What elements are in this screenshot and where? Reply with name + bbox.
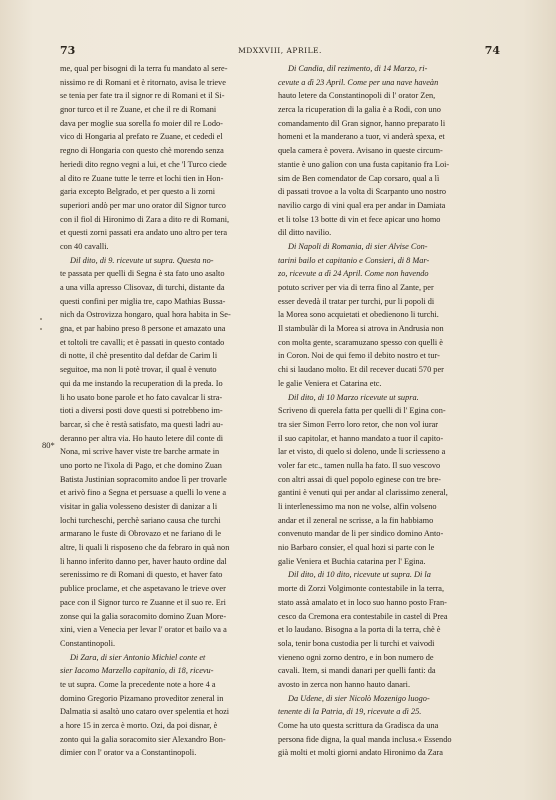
running-head: MDXXVIII, APRILE. bbox=[238, 46, 322, 55]
text-line: Dil dito, di 10 dito, ricevute ut supra. Di la bbox=[288, 570, 431, 580]
text-line: con molta gente, scaramuzano spesso con quelli è bbox=[278, 337, 443, 347]
text-line: heriedi dito regno vegni a lui, et che 'l Turco ciede bbox=[60, 159, 227, 169]
text-line: gantini è venuti qui per andar al clarissimo zeneral, bbox=[278, 488, 448, 498]
text-line: a una villa apresso Clisovaz, di turchi, distante da bbox=[60, 283, 225, 292]
text-line: deranno per altra via. Ho hauto letere dil conte di bbox=[60, 433, 224, 443]
left-text-column bbox=[60, 62, 282, 760]
text-line: visitar in galia volesseno desister di danizar a li bbox=[60, 502, 218, 511]
text-line: le galie Veniera et Catarina etc. bbox=[278, 378, 382, 388]
text-line: li interlenessimo ma non ne volse, alfin volseno bbox=[278, 502, 437, 511]
text-line: quela camera è povera. Avisano in queste circum- bbox=[278, 146, 443, 156]
text-line: voler far etc., tamen nulla ha fato. Il suo vescovo bbox=[278, 460, 441, 470]
text-line: zonse qui la galia soracomito domino Zuan More- bbox=[60, 611, 227, 621]
text-line: a hore 15 in zerca è morto. Ozi, da poi disnar, è bbox=[60, 721, 218, 730]
text-line: con 40 cavalli. bbox=[60, 241, 109, 251]
text-line: Da Udene, di sier Nicolò Mozenigo luogo- bbox=[288, 693, 430, 703]
margin-dot bbox=[40, 318, 42, 320]
text-line: cevute a dì 23 April. Come per una nave haveàn bbox=[278, 77, 439, 87]
text-line: et lo laudano. Bisogna a la porta di la terra, chè è bbox=[278, 625, 441, 635]
text-line: me, qual per bisogni di la terra fu mandato al sere- bbox=[60, 64, 228, 73]
text-line: lar et visto, di quelo si doleno, unde li scriesseno a bbox=[278, 447, 446, 457]
text-line: te passata per quelli di Segna è sta fato uno asalto bbox=[60, 269, 225, 279]
text-line: stato assà amalato et in loco suo hanno posto Fran- bbox=[278, 597, 447, 607]
text-line: con altri assai di quel popolo eginese con tre bre- bbox=[278, 474, 441, 484]
text-line: dava per moglie sua sorella fo moier dil re Lodo- bbox=[60, 118, 223, 128]
text-line: hauto letere da Constantinopoli di l' orator Zen, bbox=[278, 91, 436, 101]
text-line: Dalmatia si asaltò uno cataro over spelentia et hozi bbox=[60, 707, 230, 717]
text-line: publice proclame, et che aspetavano le trieve over bbox=[60, 584, 226, 594]
text-line: pace con il Signor turco re Zuanne et il suo re. Eri bbox=[60, 597, 226, 607]
text-line: Di Zara, di sier Antonio Michiel conte et bbox=[70, 652, 206, 662]
margin-folio-number: 80* bbox=[42, 440, 55, 450]
text-line: stantie è uno galion con una fusta capitanio fra Loi- bbox=[278, 159, 450, 169]
text-line: Scriveno di querela fatta per quelli di l' Egina con- bbox=[278, 406, 446, 416]
text-line: se tenia per fate tra il signor re di Romani et il Si- bbox=[60, 91, 225, 101]
text-line: Dil dito, di 10 Marzo ricevute ut supra. bbox=[288, 392, 419, 402]
text-line: zonto qui la galia soracomito sier Alexandro Bon- bbox=[60, 734, 226, 744]
text-line: galie Veniera et Buchia catarina per l' Egina. bbox=[278, 556, 426, 566]
text-line: et questi zorni passati era andato uno altro per tera bbox=[60, 228, 228, 238]
margin-dot bbox=[40, 328, 42, 330]
text-line: vico di Hongaria al prefato re Zuane, et cededi el bbox=[60, 132, 223, 142]
text-line: avosto in zerca non hanno hauto danari. bbox=[278, 679, 411, 689]
text-line: convenuto mandar de li per sindico domino Anto- bbox=[278, 529, 444, 539]
text-line: domino Gregorio Pizamano proveditor zeneral in bbox=[60, 693, 224, 703]
text-line: Come ha uto questa scrittura da Gradisca da una bbox=[278, 721, 439, 730]
text-line: dil ditto navilio. bbox=[278, 228, 332, 238]
text-line: nio Barbaro consier, el qual hozi si parte con le bbox=[278, 543, 435, 553]
text-line: con il fiol di Hironimo di Zara a dito re di Romani, bbox=[60, 214, 230, 224]
text-line: chi si laudano molto. Et dil recever ducati 570 per bbox=[278, 365, 444, 375]
text-line: gna, et par habino preso 8 persone et amazato una bbox=[60, 324, 226, 334]
text-line: sim de Ben comendator de Cap corsaro, qual a lì bbox=[278, 173, 440, 183]
text-line: regno di Hongaria con questo chè morendo senza bbox=[60, 146, 224, 156]
text-line: già molti et molti giorni andato Hironimo da Zara bbox=[278, 748, 443, 758]
text-line: la Morea sono acquietati et obedienono li turchi. bbox=[278, 310, 439, 320]
text-line: persona fide digna, la qual manda inclusa.« Essendo bbox=[278, 734, 452, 744]
text-line: sier Iacomo Marzello capitanio, di 18, ricevu- bbox=[60, 666, 214, 676]
text-line: et li tolse 13 botte di vin et fece apicar uno homo bbox=[278, 214, 441, 224]
text-line: vieneno ogni zorno dentro, e in bon numero de bbox=[278, 652, 434, 662]
text-line: questi confini per miglia tre, capo Mathias Bussa- bbox=[60, 296, 226, 306]
text-line: Dil dito, di 9. ricevute ut supra. Questa no- bbox=[70, 255, 214, 265]
text-line: dimier con l' orator va a Constantinopoli. bbox=[60, 748, 197, 758]
text-line: uno porto ne l'ixola di Pago, et che domino Zuan bbox=[60, 460, 222, 470]
text-line: di passati trovoe a la volta di Scarpanto uno nostro bbox=[278, 187, 446, 197]
text-line: qui da me instando la recuperation di la preda. Io bbox=[60, 378, 223, 388]
right-page-number: 74 bbox=[484, 44, 500, 57]
text-line: cavali. Item, si mandi danari per quelli fanti: da bbox=[278, 666, 436, 676]
text-line: il suo capitolar, et hanno mandato a tuor il capito- bbox=[278, 433, 444, 443]
text-line: garia excepto Belgrado, et per questo a li zorni bbox=[60, 187, 216, 197]
left-page-number: 73 bbox=[60, 44, 76, 57]
text-line: Constantinopoli. bbox=[60, 638, 116, 648]
text-line: navilio cargo di vini qual era per andar in Damiata bbox=[278, 200, 446, 210]
text-line: di notte, il chè presentito dal defdar de Carim li bbox=[60, 351, 218, 361]
text-line: sola, tenir bona custodia per li turchi et vaivodi bbox=[278, 638, 435, 648]
text-line: tioti a diversi posti dove questi si potrebbeno im- bbox=[60, 406, 223, 416]
text-line: cesco da Cremona era contestabile in castel di Prea bbox=[278, 611, 448, 621]
page-header bbox=[60, 44, 500, 58]
text-line: zo, ricevute a dì 24 April. Come non havendo bbox=[278, 269, 429, 279]
text-line: altre, li quali li risposeno che da febraro in quà non bbox=[60, 543, 230, 553]
text-line: nissimo re di Romani et è ritornato, avisa le trieve bbox=[60, 77, 226, 87]
text-line: zerca la ricuperation di la galia è a Rodi, con uno bbox=[278, 105, 441, 115]
text-line: et arivò fino a Segna et persuase a quelli lo vene a bbox=[60, 488, 227, 498]
text-line: esser devedà il tratar per turchi, pur li popoli di bbox=[278, 296, 435, 306]
text-line: morte di Zorzi Volgimonte contestabile in la terra, bbox=[278, 584, 445, 594]
text-line: xini, vien a Venecia per levar l' orator et bailo va a bbox=[60, 625, 227, 635]
text-line: gnor turco et il re Zuane, et che il re di Romani bbox=[60, 105, 217, 115]
text-line: te ut supra. Come la precedente note a hore 4 a bbox=[60, 679, 216, 689]
text-line: li ho usato bone parole et ho fato cavalcar li stra- bbox=[60, 392, 223, 402]
text-line: Batista Justinian sopracomito andoe lì per trovarle bbox=[60, 474, 227, 484]
text-line: superiori andò per mar uno orator dil Signor turco bbox=[60, 200, 226, 210]
text-line: serenissimo re di Romani di questo, et haver fato bbox=[60, 570, 223, 580]
text-line: potuto scriver per via di terra fino al Zante, per bbox=[278, 283, 434, 292]
text-line: seguitoe, ma non li potè trovar, il qual è venuto bbox=[60, 365, 217, 375]
text-line: comandamento dil Gran signor, hanno preparato li bbox=[278, 118, 446, 128]
text-line: tarini bailo et capitanio e Consieri, di 8 Mar- bbox=[278, 255, 430, 265]
text-line: Di Napoli di Romania, di sier Alvise Con- bbox=[288, 241, 428, 251]
text-line: barcar, sì che è restà satisfato, ma questi ladri au- bbox=[60, 419, 224, 429]
text-line: lochi turcheschi, perchè sariano causa che turchi bbox=[60, 515, 221, 525]
text-line: nich da Ostrovizza hongaro, qual hora habita in Se- bbox=[60, 310, 231, 320]
text-line: et toltoli tre cavalli; et è passati in questo contado bbox=[60, 337, 225, 347]
text-line: andar et il zeneral ne scrisse, a la fin habbiamo bbox=[278, 515, 434, 525]
text-line: in Coron. Noi de qui femo il debito nostro et tur- bbox=[278, 351, 440, 361]
text-line: Il stambulàr di la Morea si atrova in Andrusia non bbox=[278, 324, 444, 334]
text-line: tenente di la Patria, di 19, ricevute a dì 25. bbox=[278, 707, 422, 717]
text-line: tra sier Simon Ferro loro retor, che non vol iurar bbox=[278, 419, 439, 429]
text-line: li hanno inferito danno per, haver hauto ordine dal bbox=[60, 556, 227, 566]
right-text-column bbox=[278, 62, 500, 760]
text-line: armarano le fuste di Obrovazo et ne fariano di le bbox=[60, 529, 222, 539]
text-line: al dito re Zuane tutte le terre et lochi tien in Hon- bbox=[60, 173, 224, 183]
text-line: homeni et la manderano a tuor, vi anderà spexa, et bbox=[278, 132, 445, 142]
text-line: Di Candia, dil rezimento, di 14 Marzo, ri- bbox=[288, 64, 428, 73]
text-line: Nona, mi scrive haver viste tre barche armate in bbox=[60, 447, 220, 457]
